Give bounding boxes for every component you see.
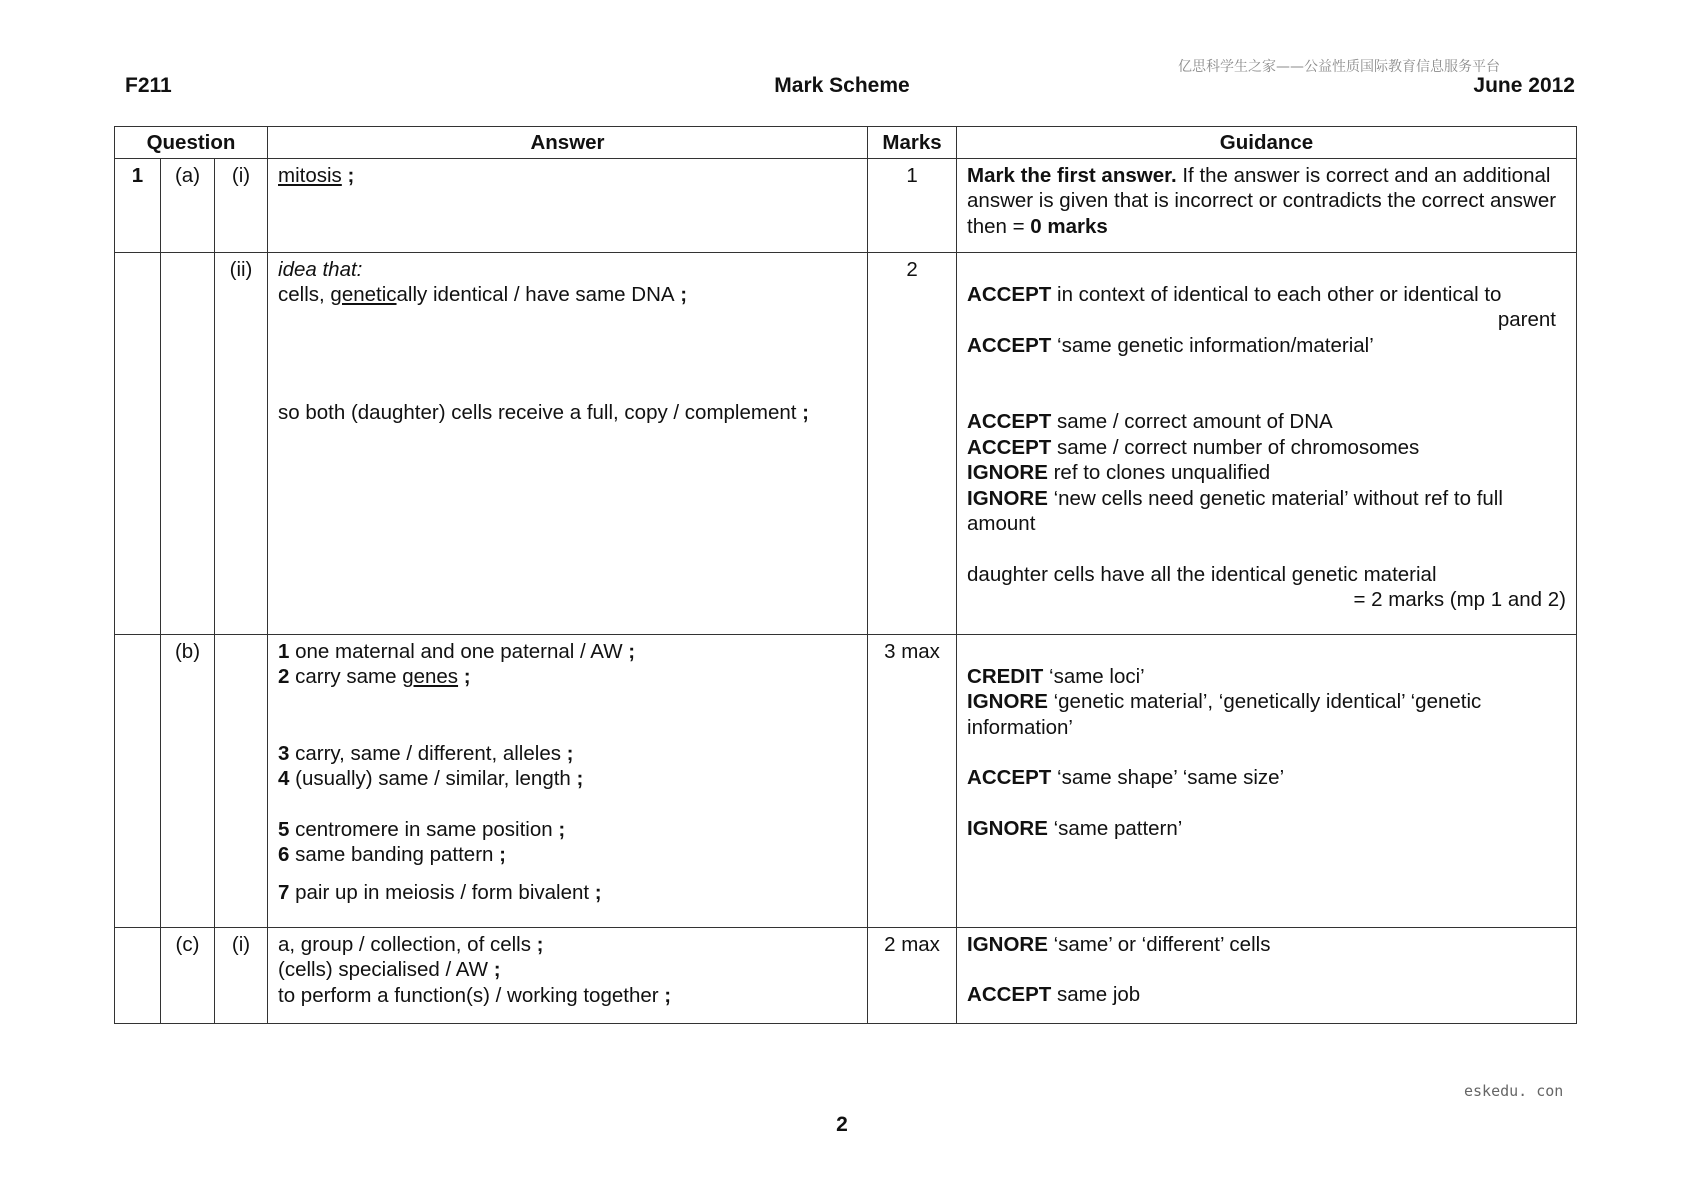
question-part: (c) bbox=[161, 927, 215, 1023]
answer-text: mitosis bbox=[278, 163, 342, 187]
guidance-cell bbox=[957, 634, 1577, 927]
page-title: Mark Scheme bbox=[774, 74, 910, 97]
page-number: 2 bbox=[836, 1113, 848, 1136]
guidance-cell bbox=[957, 158, 1577, 252]
answer-cell bbox=[268, 158, 868, 252]
watermark-text: 亿思科学生之家——公益性质国际教育信息服务平台 bbox=[1178, 59, 1500, 75]
question-subpart: (ii) bbox=[215, 252, 268, 634]
empty-cell bbox=[215, 634, 268, 927]
guidance-line: IGNORE ‘new cells need genetic material’ without ref to full amount bbox=[967, 486, 1503, 535]
answer-line: 2 carry same genes ; bbox=[278, 665, 471, 688]
answer-semicolon: ; bbox=[341, 163, 355, 187]
col-question-header: Question bbox=[115, 127, 268, 159]
answer-cell bbox=[268, 252, 868, 634]
guidance-line: ACCEPT same / correct amount of DNA bbox=[967, 410, 1333, 433]
answer-line: 5 centromere in same position ; bbox=[278, 817, 566, 841]
guidance-line: = 2 marks (mp 1 and 2) bbox=[1353, 588, 1567, 611]
exam-date: June 2012 bbox=[1473, 74, 1575, 97]
guidance-bold: 0 marks bbox=[1030, 214, 1108, 238]
table-row bbox=[115, 634, 1577, 927]
question-number: 1 bbox=[115, 158, 161, 252]
guidance-line: IGNORE ‘same’ or ‘different’ cells bbox=[967, 932, 1271, 956]
question-part: (b) bbox=[161, 634, 215, 927]
guidance-line: IGNORE ‘genetic material’, ‘genetically identical’ ‘genetic information’ bbox=[967, 690, 1482, 739]
col-answer-header: Answer bbox=[268, 127, 868, 159]
guidance-text: If the answer is correct and an additional answer is given that is incorrect or contradicts the correct answer then = bbox=[967, 163, 1557, 238]
answer-line: (cells) specialised / AW ; bbox=[278, 958, 501, 981]
guidance-line: ACCEPT in context of identical to each other or identical to bbox=[967, 282, 1502, 306]
question-subpart: (i) bbox=[215, 158, 268, 252]
guidance-line: daughter cells have all the identical genetic material bbox=[967, 562, 1437, 586]
answer-idea: idea that: bbox=[278, 257, 363, 281]
question-part: (a) bbox=[161, 158, 215, 252]
guidance-bold: Mark the first answer. bbox=[967, 163, 1177, 187]
table-row bbox=[115, 158, 1577, 252]
answer-line: to perform a function(s) / working together ; bbox=[278, 983, 672, 1007]
empty-cell bbox=[115, 252, 161, 634]
guidance-line: parent bbox=[1497, 308, 1557, 331]
col-guidance-header: Guidance bbox=[957, 127, 1577, 159]
table-row bbox=[115, 252, 1577, 634]
table-row bbox=[115, 927, 1577, 1023]
mark-scheme-table bbox=[114, 126, 1577, 1024]
question-subpart: (i) bbox=[215, 927, 268, 1023]
empty-cell bbox=[161, 252, 215, 634]
answer-line: 4 (usually) same / similar, length ; bbox=[278, 767, 584, 790]
answer-line: 6 same banding pattern ; bbox=[278, 843, 506, 866]
guidance-line: IGNORE ‘same pattern’ bbox=[967, 816, 1183, 840]
guidance-line: IGNORE ref to clones unqualified bbox=[967, 461, 1271, 484]
empty-cell bbox=[115, 927, 161, 1023]
answer-line: 1 one maternal and one paternal / AW ; bbox=[278, 639, 636, 663]
footer-watermark: eskedu. con bbox=[1464, 1082, 1564, 1100]
col-marks-header: Marks bbox=[868, 127, 957, 159]
empty-cell bbox=[115, 634, 161, 927]
marks-cell: 1 bbox=[868, 158, 957, 252]
guidance-line: ACCEPT same job bbox=[967, 983, 1141, 1006]
guidance-line: ACCEPT same / correct number of chromosomes bbox=[967, 435, 1420, 459]
answer-line: so both (daughter) cells receive a full, copy / complement ; bbox=[278, 400, 809, 424]
marks-cell: 3 max bbox=[868, 634, 957, 927]
answer-line: 7 pair up in meiosis / form bivalent ; bbox=[278, 880, 602, 904]
answer-line: 3 carry, same / different, alleles ; bbox=[278, 741, 574, 765]
answer-cell bbox=[268, 927, 868, 1023]
guidance-cell bbox=[957, 927, 1577, 1023]
answer-line: cells, genetically identical / have same DNA ; bbox=[278, 283, 688, 306]
guidance-line: ACCEPT ‘same shape’ ‘same size’ bbox=[967, 766, 1285, 789]
guidance-cell bbox=[957, 252, 1577, 634]
marks-cell: 2 max bbox=[868, 927, 957, 1023]
guidance-line: CREDIT ‘same loci’ bbox=[967, 664, 1145, 688]
answer-line: a, group / collection, of cells ; bbox=[278, 932, 544, 956]
guidance-line: ACCEPT ‘same genetic information/material’ bbox=[967, 333, 1374, 357]
table-header-row bbox=[115, 127, 1577, 159]
answer-cell bbox=[268, 634, 868, 927]
paper-code: F211 bbox=[125, 74, 172, 97]
marks-cell: 2 bbox=[868, 252, 957, 634]
